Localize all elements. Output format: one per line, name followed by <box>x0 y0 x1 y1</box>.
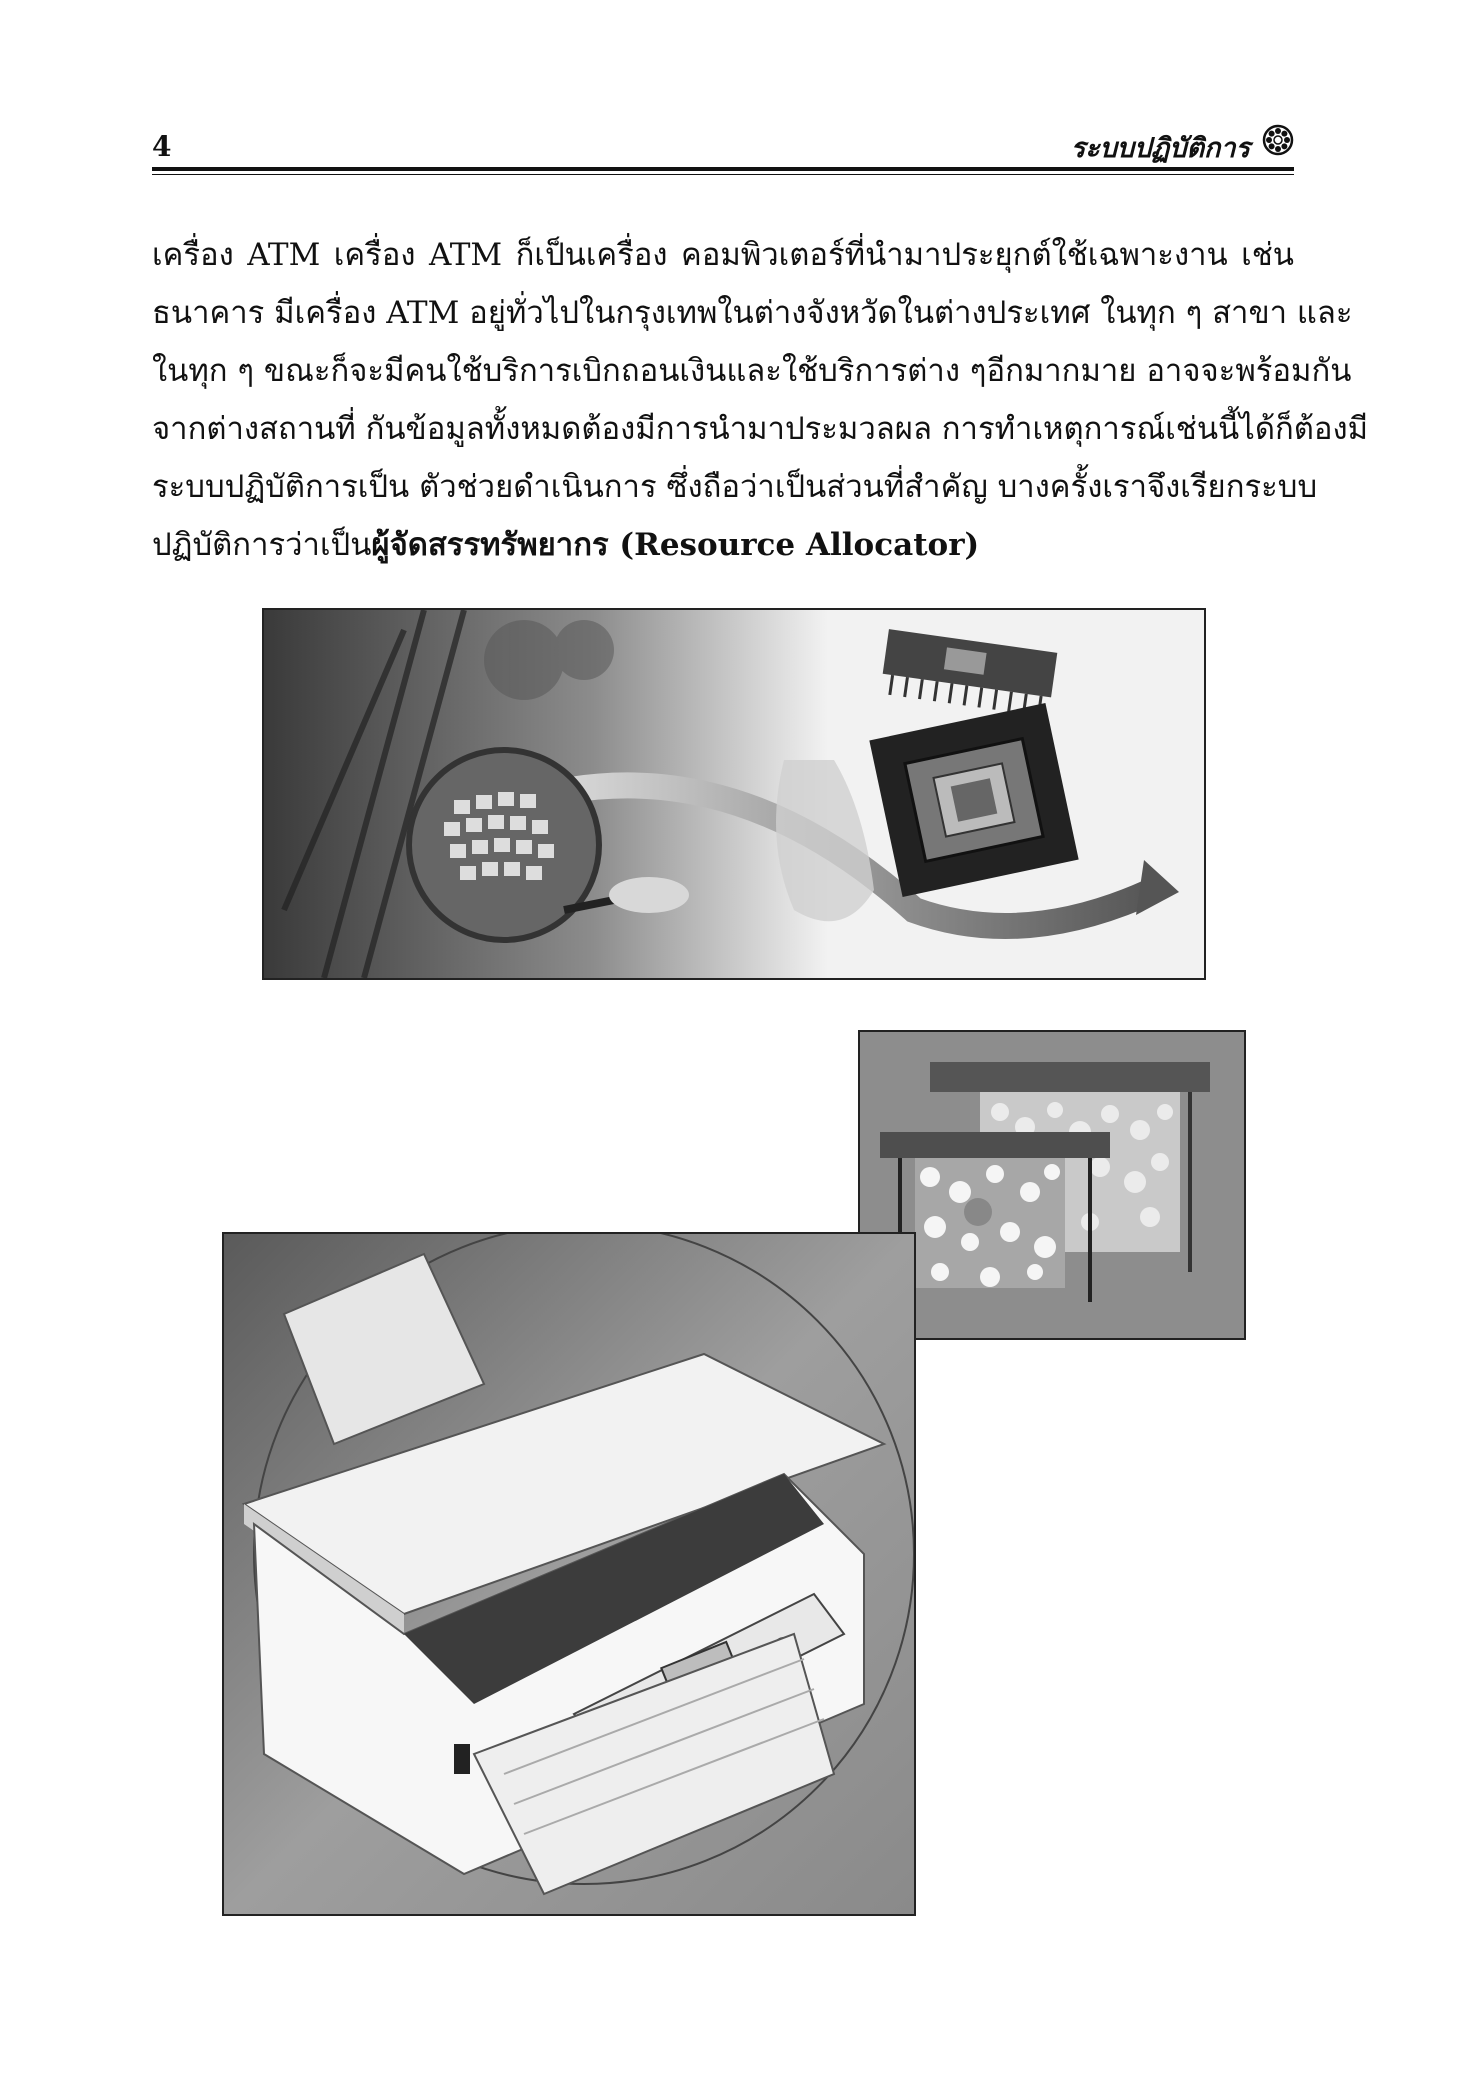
body-paragraph <box>152 226 1369 574</box>
paragraph-line: เครื่อง ATM เครื่อง ATM ก็เป็นเครื่อง คอมพิวเตอร์ที่นำมาประยุกต์ใช้เฉพาะงาน เช่น <box>152 237 1294 273</box>
paragraph-line-last <box>152 516 1294 574</box>
page-number: 4 <box>152 130 172 163</box>
page-header <box>152 124 1294 164</box>
large-format-plotter-photo <box>858 1030 1246 1340</box>
last-line-prefix: ปฏิบัติการว่าเป็น <box>152 527 372 563</box>
multifunction-printer-photo <box>222 1232 916 1916</box>
paragraph-line: ระบบปฏิบัติการเป็น ตัวช่วยดำเนินการ ซึ่งถือว่าเป็นส่วนที่สำคัญ บางครั้งเราจึงเรียกระบบ <box>152 469 1318 505</box>
running-title: ระบบปฏิบัติการ <box>1070 133 1250 164</box>
paragraph-line: จากต่างสถานที่ กันข้อมูลทั้งหมดต้องมีการนำมาประมวลผล การทำเหตุการณ์เช่นนี้ได้ก็ต้องมี <box>152 411 1369 447</box>
flower-ornament-icon <box>1262 124 1294 156</box>
paragraph-line: ในทุก ๆ ขณะก็จะมีคนใช้บริการเบิกถอนเงินและใช้บริการต่าง ๆอีกมากมาย อาจจะพร้อมกัน <box>152 353 1352 389</box>
resource-allocator-term: ผู้จัดสรรทรัพยากร (Resource Allocator) <box>371 527 980 563</box>
header-rule-thin <box>152 174 1294 175</box>
paragraph-line: ธนาคาร มีเครื่อง ATM อยู่ทั่วไปในกรุงเทพในต่างจังหวัดในต่างประเทศ ในทุก ๆ สาขา และ <box>152 295 1353 331</box>
header-rule-thick <box>152 167 1294 171</box>
chip-manufacturing-photo <box>262 608 1206 980</box>
